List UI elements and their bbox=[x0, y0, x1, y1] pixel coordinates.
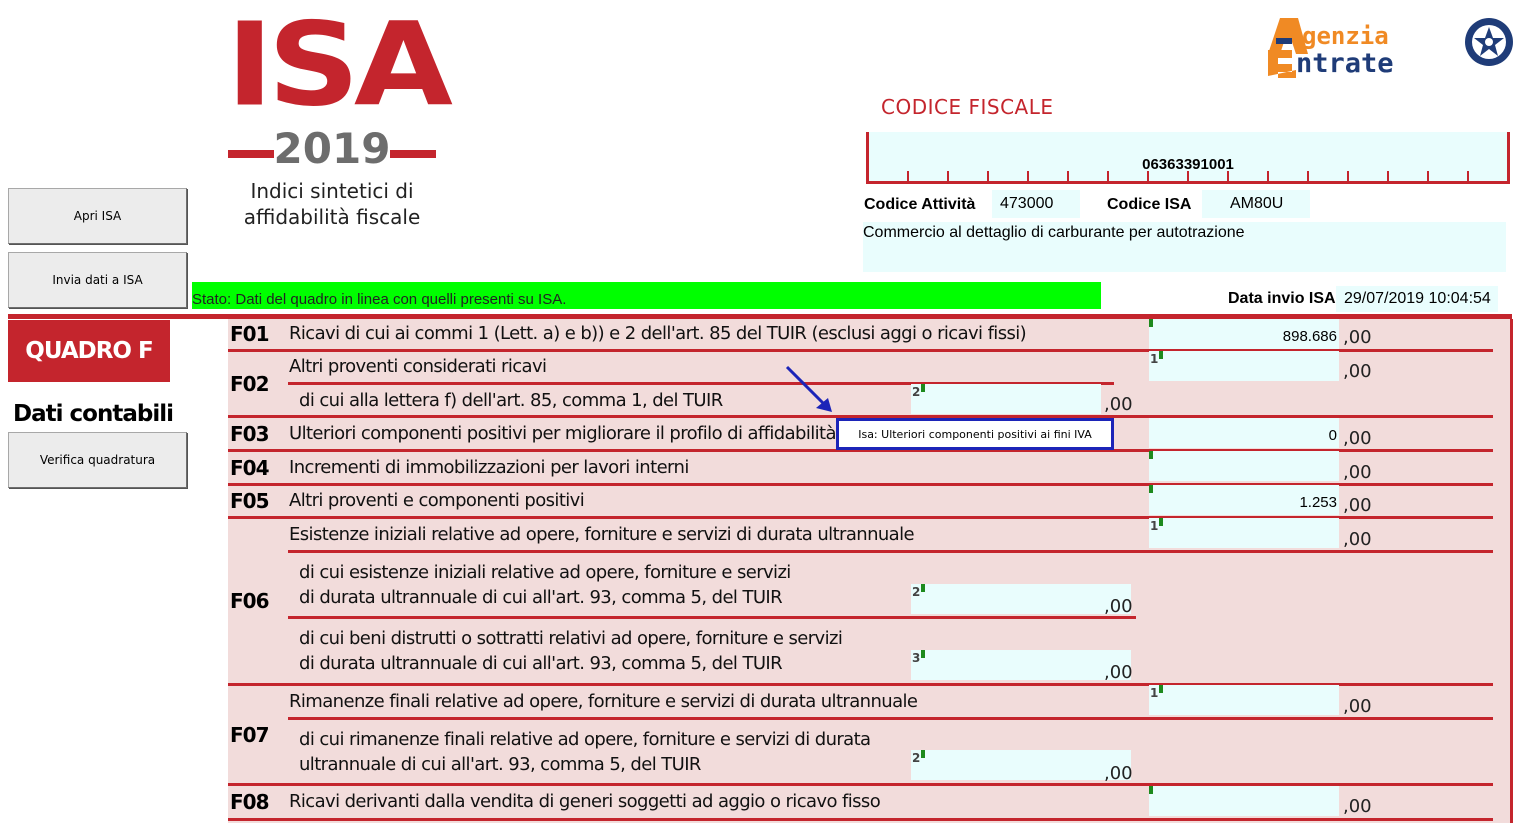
f06-col3-input[interactable] bbox=[911, 650, 1131, 680]
f02-col1-cents: ,00 bbox=[1343, 361, 1372, 382]
row-text-f06: Esistenze iniziali relative ad opere, forniture e servizi di durata ultrannuale bbox=[289, 524, 914, 545]
row-subtext-f07-1: di cui rimanenze finali relative ad opere, forniture e servizi di durata bbox=[299, 729, 871, 750]
isa-logo-year: 2019 bbox=[273, 124, 391, 173]
f03-value: 0 bbox=[1328, 427, 1337, 444]
f02-col2-cents: ,00 bbox=[1104, 394, 1133, 415]
row-text-f07: Rimanenze finali relative ad opere, forniture e servizi di durata ultrannuale bbox=[289, 691, 918, 712]
f06-col3-number: 3 bbox=[912, 651, 921, 665]
f06-col2-cents: ,00 bbox=[1104, 596, 1133, 617]
republic-emblem-icon bbox=[1462, 14, 1516, 72]
isa-logo bbox=[226, 0, 447, 244]
f05-input[interactable] bbox=[1149, 485, 1339, 515]
f01-cents: ,00 bbox=[1343, 327, 1372, 348]
f07-col1-number: 1 bbox=[1150, 686, 1159, 700]
f07-col2-cents: ,00 bbox=[1104, 763, 1133, 784]
row-code-f02: F02 bbox=[230, 372, 269, 396]
f08-input[interactable] bbox=[1149, 786, 1339, 816]
tooltip-arrow-icon bbox=[780, 362, 840, 418]
isa-logo-title: ISA bbox=[226, 0, 447, 133]
row-subtext-f06-a2: di durata ultrannuale di cui all'art. 93, comma 5, del TUIR bbox=[299, 587, 783, 608]
row-code-f06: F06 bbox=[230, 589, 269, 613]
codice-fiscale-field[interactable] bbox=[866, 132, 1510, 184]
row-text-f02: Altri proventi considerati ricavi bbox=[289, 356, 547, 377]
agency-name-line2: ntrate bbox=[1296, 48, 1394, 79]
isa-logo-subtitle-line1: Indici sintetici di bbox=[250, 179, 414, 203]
codice-isa-value: AM80U bbox=[1202, 190, 1310, 218]
isa-logo-subtitle bbox=[226, 178, 438, 230]
row-text-f03: Ulteriori componenti positivi per migliorare il profilo di affidabilità bbox=[289, 423, 836, 444]
f02-col2-number: 2 bbox=[912, 385, 921, 399]
quadro-title: QUADRO F bbox=[8, 320, 170, 382]
row-subtext-f06-b2: di durata ultrannuale di cui all'art. 93, comma 5, del TUIR bbox=[299, 653, 783, 674]
row-text-f05: Altri proventi e componenti positivi bbox=[289, 490, 585, 511]
codice-fiscale-value: 06363391001 bbox=[1142, 156, 1234, 173]
f08-cents: ,00 bbox=[1343, 796, 1372, 817]
invia-dati-button[interactable]: Invia dati a ISA bbox=[8, 252, 187, 308]
row-text-f01: Ricavi di cui ai commi 1 (Lett. a) e b)) e 2 dell'art. 85 del TUIR (esclusi aggi o ricavi fissi) bbox=[289, 323, 1027, 344]
status-bar: Stato: Dati del quadro in linea con quelli presenti su ISA. bbox=[192, 282, 1101, 309]
apri-isa-button[interactable]: Apri ISA bbox=[8, 188, 187, 244]
codice-attivita-label: Codice Attività bbox=[864, 196, 976, 213]
f07-col1-cents: ,00 bbox=[1343, 696, 1372, 717]
row-code-f04: F04 bbox=[230, 456, 269, 480]
row-code-f03: F03 bbox=[230, 422, 269, 446]
agenzia-entrate-logo bbox=[1262, 14, 1518, 80]
f07-col2-number: 2 bbox=[912, 751, 921, 765]
f06-col1-number: 1 bbox=[1150, 519, 1159, 533]
f05-cents: ,00 bbox=[1343, 495, 1372, 516]
f03-cents: ,00 bbox=[1343, 428, 1372, 449]
row-code-f08: F08 bbox=[230, 790, 269, 814]
row-subtext-f02: di cui alla lettera f) dell'art. 85, comma 1, del TUIR bbox=[299, 390, 723, 411]
data-invio-label: Data invio ISA bbox=[1228, 290, 1336, 307]
f03-input[interactable] bbox=[1149, 418, 1339, 448]
f06-col1-input[interactable] bbox=[1149, 518, 1339, 548]
agency-name-line1: genzia bbox=[1302, 22, 1389, 50]
f01-value: 898.686 bbox=[1282, 328, 1337, 345]
row-subtext-f06-a1: di cui esistenze iniziali relative ad opere, forniture e servizi bbox=[299, 562, 791, 583]
field-tooltip: Isa: Ulteriori componenti positivi ai fini IVA bbox=[836, 418, 1114, 450]
f05-value: 1.253 bbox=[1299, 494, 1337, 511]
codice-fiscale-label: CODICE FISCALE bbox=[881, 95, 1054, 119]
f06-col2-number: 2 bbox=[912, 585, 921, 599]
f07-col1-input[interactable] bbox=[1149, 685, 1339, 715]
f07-col2-input[interactable] bbox=[911, 750, 1131, 780]
f04-input[interactable] bbox=[1149, 451, 1339, 481]
verifica-quadratura-button[interactable]: Verifica quadratura bbox=[8, 432, 187, 488]
f04-cents: ,00 bbox=[1343, 462, 1372, 483]
f06-col2-input[interactable] bbox=[911, 584, 1131, 614]
row-code-f01: F01 bbox=[230, 322, 269, 346]
row-code-f07: F07 bbox=[230, 723, 269, 747]
codice-isa-label: Codice ISA bbox=[1107, 196, 1192, 213]
quadro-subtitle: Dati contabili bbox=[13, 401, 173, 427]
isa-logo-subtitle-line2: affidabilità fiscale bbox=[243, 205, 421, 229]
row-subtext-f07-2: ultrannuale di cui all'art. 93, comma 5, del TUIR bbox=[299, 754, 701, 775]
row-subtext-f06-b1: di cui beni distrutti o sottratti relativi ad opere, forniture e servizi bbox=[299, 628, 843, 649]
data-invio-value: 29/07/2019 10:04:54 bbox=[1336, 286, 1498, 312]
f02-col1-input[interactable] bbox=[1149, 351, 1339, 381]
row-text-f04: Incrementi di immobilizzazioni per lavori interni bbox=[289, 457, 689, 478]
f06-col1-cents: ,00 bbox=[1343, 529, 1372, 550]
f02-col1-number: 1 bbox=[1150, 352, 1159, 366]
f06-col3-cents: ,00 bbox=[1104, 662, 1133, 683]
codice-attivita-value: 473000 bbox=[992, 190, 1080, 218]
row-code-f05: F05 bbox=[230, 489, 269, 513]
f02-col2-input[interactable] bbox=[911, 384, 1101, 414]
activity-description: Commercio al dettaglio di carburante per autotrazione bbox=[863, 222, 1506, 272]
row-text-f08: Ricavi derivanti dalla vendita di generi soggetti ad aggio o ricavo fisso bbox=[289, 791, 881, 812]
f01-input[interactable] bbox=[1149, 319, 1339, 349]
